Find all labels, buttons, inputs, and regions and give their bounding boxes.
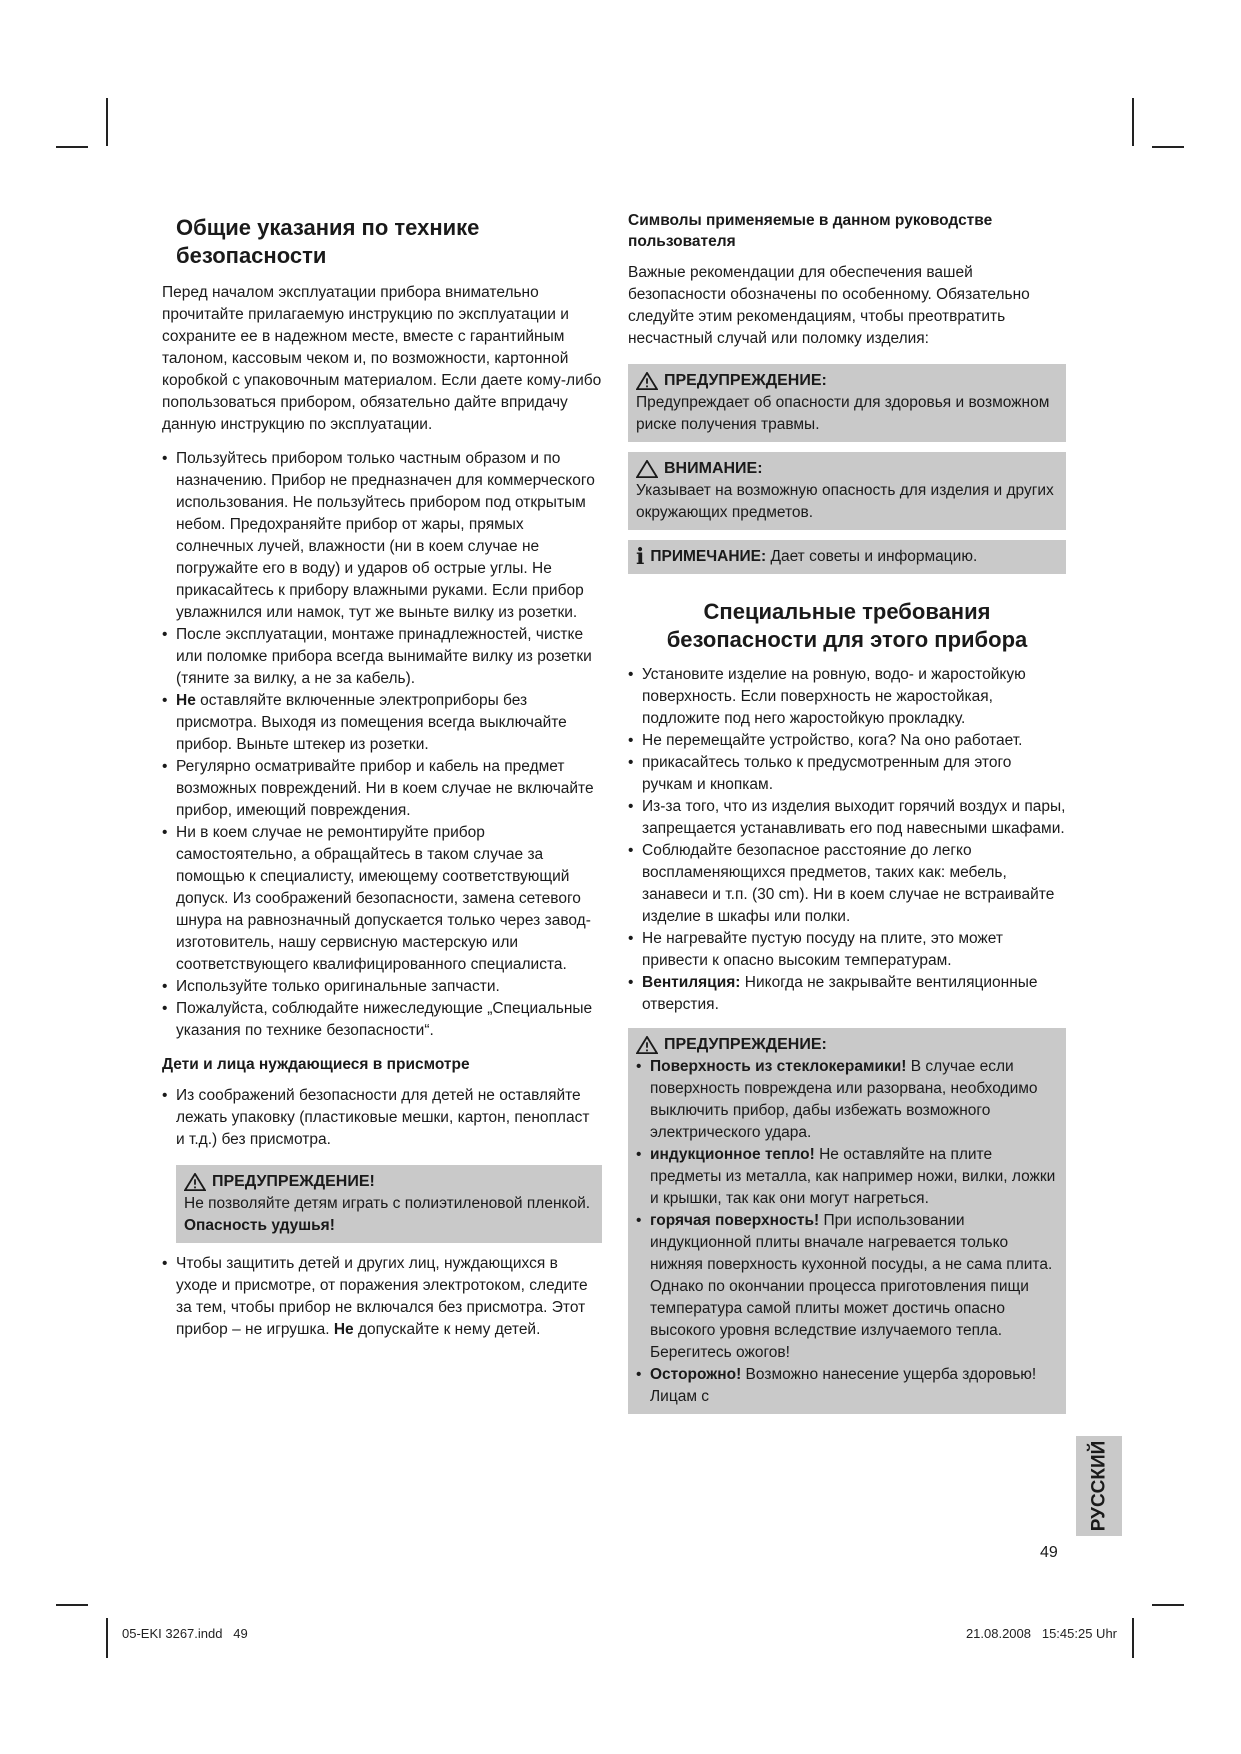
caution-box [628,452,1066,530]
children-list [162,1085,602,1151]
special-requirements-title: Специальные требования безопасности для этого прибора [666,599,1028,652]
list-item: • Пользуйтесь прибором только частным образом и по назначению. Прибор не предназначен для коммерческого использования. Не пользуйтесь прибором под открытым небом. Предохраняйте прибор от жары, прямых солнечных лучей, влажности (ни в коем случае не погружайте его в воду) и ударов об острые углы. Не прикасайтесь к прибору влажными руками. Если прибор увлажнился или намок, тут же выньте вилку из розетки. [162,448,602,624]
list-item: • Осторожно! Возможно нанесение ущерба здоровью! Лицам с [636,1364,1058,1408]
caution-title: ВНИМАНИЕ: [664,460,763,477]
crop-mark [1132,1618,1134,1658]
warning-title: ПРЕДУПРЕЖДЕНИЕ! [184,1171,594,1193]
crop-mark [56,146,88,148]
list-item: • Пожалуйста, соблюдайте нижеследующие „Специальные указания по технике безопасности“. [162,998,602,1042]
footer-file-info: 05-EKI 3267.indd 49 [122,1626,248,1641]
caution-triangle-icon [636,460,658,478]
special-list [628,664,1066,1016]
list-item: • индукционное тепло! Не оставляйте на плите предметы из металла, как например ножи, вилки, ложки и крышки, так как они могут нагреться. [636,1144,1058,1210]
bold-text: Не [176,692,196,709]
left-column [162,210,602,1353]
crop-mark [106,98,108,146]
list-item: • Вентиляция: Никогда не закрывайте вентиляционные отверстия. [628,972,1066,1016]
right-column [628,210,1066,1424]
safety-list [162,448,602,1042]
symbols-heading: Символы применяемые в данном руководстве пользователя [628,212,993,250]
warning-text: Предупреждает об опасности для здоровья и возможном риске получения травмы. [636,394,1050,433]
caution-text: Указывает на возможную опасность для изделия и других окружающих предметов. [636,482,1054,521]
induction-warning-box [628,1028,1066,1414]
list-item: • Чтобы защитить детей и других лиц, нуждающихся в уходе и присмотре, от поражения электротоком, следите за тем, чтобы прибор не включался без присмотра. Этот прибор – не игрушка. Не допускайте к нему детей. [162,1253,602,1341]
note-box [628,540,1066,574]
crop-mark [56,1604,88,1606]
list-item: • Регулярно осматривайте прибор и кабель на предмет возможных повреждений. Ни в коем случае не включайте прибор, имеющий повреждения. [162,756,602,822]
list-item: • Из-за того, что из изделия выходит горячий воздух и пары, запрещается устанавливать его под навесными шкафами. [628,796,1066,840]
list-item: • Установите изделие на ровную, водо- и жаростойкую поверхность. Если поверхность не жаростойкая, подложите под него жаростойкую прокладку. [628,664,1066,730]
list-item: • Не перемещайте устройство, кога? Na оно работает. [628,730,1066,752]
footer-timestamp: 21.08.2008 15:45:25 Uhr [965,1626,1117,1641]
warning-triangle-icon [636,372,658,390]
page-number: 49 [1040,1544,1058,1561]
info-icon: i [636,544,645,570]
general-safety-title: Общие указания по технике безопасности [176,215,480,268]
warning-text: Не позволяйте детям играть с полиэтиленовой пленкой. Опасность удушья! [184,1195,591,1234]
list-item: • Не нагревайте пустую посуду на плите, это может привести к опасно высоким температурам. [628,928,1066,972]
list-item: • Используйте только оригинальные запчасти. [162,976,602,998]
symbols-intro: Важные рекомендации для обеспечения вашей безопасности обозначены по особенному. Обязательно следуйте этим рекомендациям, чтобы преотвратить несчастный случай или поломку изделия: [628,264,1030,347]
warning-title: ПРЕДУПРЕЖДЕНИЕ: [664,1036,827,1053]
warning-triangle-icon [184,1173,206,1191]
warning-box [176,1165,602,1243]
language-tab [1076,1436,1122,1536]
list-item: • горячая поверхность! При использовании индукционной плиты вначале нагревается только нижняя поверхность кухонной посуды, а не сама плита. Однако по окончании процесса приготовления пищи температура самой плиты может достичь опасно высокого уровня вследствие излучаемого тепла. Берегитесь ожогов! [636,1210,1058,1364]
intro-paragraph: Перед началом эксплуатации прибора внимательно прочитайте прилагаемую инструкцию по эксплуатации и сохраните ее в надежном месте, вместе с гарантийным талоном, кассовым чеком и, по возможности, картонной коробкой с упаковочным материалом. Если даете кому-либо попользоваться прибором, обязательно дайте впридачу данную инструкцию по эксплуатации. [162,284,602,433]
list-item: • После эксплуатации, монтаже принадлежностей, чистке или поломке прибора всегда вынимайте вилку из розетки (тяните за вилку, а не за кабель). [162,624,602,690]
language-label: РУССКИЙ [1088,1440,1109,1532]
warning-list [636,1056,1058,1408]
protection-list [162,1253,602,1341]
list-item-text: оставляйте включенные электроприборы без присмотра. Выходя из помещения всегда выключайте прибор. Выньте штекер из розетки. [176,692,567,753]
crop-mark [1132,98,1134,146]
list-item: • прикасайтесь только к предусмотренным для этого ручкам и кнопкам. [628,752,1066,796]
children-heading: Дети и лица нуждающиеся в присмотре [162,1056,470,1073]
warning-triangle-icon [636,1036,658,1054]
crop-mark [1152,146,1184,148]
crop-mark [106,1618,108,1658]
list-item: • Из соображений безопасности для детей не оставляйте лежать упаковку (пластиковые мешки, картон, пенопласт и т.д.) без присмотра. [162,1085,602,1151]
list-item [162,690,602,756]
list-item: • Ни в коем случае не ремонтируйте прибор самостоятельно, а обращайтесь в таком случае за помощью к специалисту, имеющему соответствующий допуск. Из соображений безопасности, замена сетевого шнура на равнозначный допускается только через завод-изготовитель, нашу сервисную мастерскую или соответствующего квалифицированного специалиста. [162,822,602,976]
list-item: • Соблюдайте безопасное расстояние до легко воспламеняющихся предметов, таких как: мебель, занавеси и т.п. (30 cm). Ни в коем случае не встраивайте изделие в шкафы или полки. [628,840,1066,928]
list-item: • Поверхность из стеклокерамики! В случае если поверхность повреждена или разорвана, необходимо выключить прибор, дабы избежать возможного электрического удара. [636,1056,1058,1144]
warning-box [628,364,1066,442]
note-label: ПРИМЕЧАНИЕ: [650,548,767,565]
crop-mark [1152,1604,1184,1606]
note-text: Дает советы и информацию. [766,548,978,565]
warning-title: ПРЕДУПРЕЖДЕНИЕ: [664,372,827,389]
